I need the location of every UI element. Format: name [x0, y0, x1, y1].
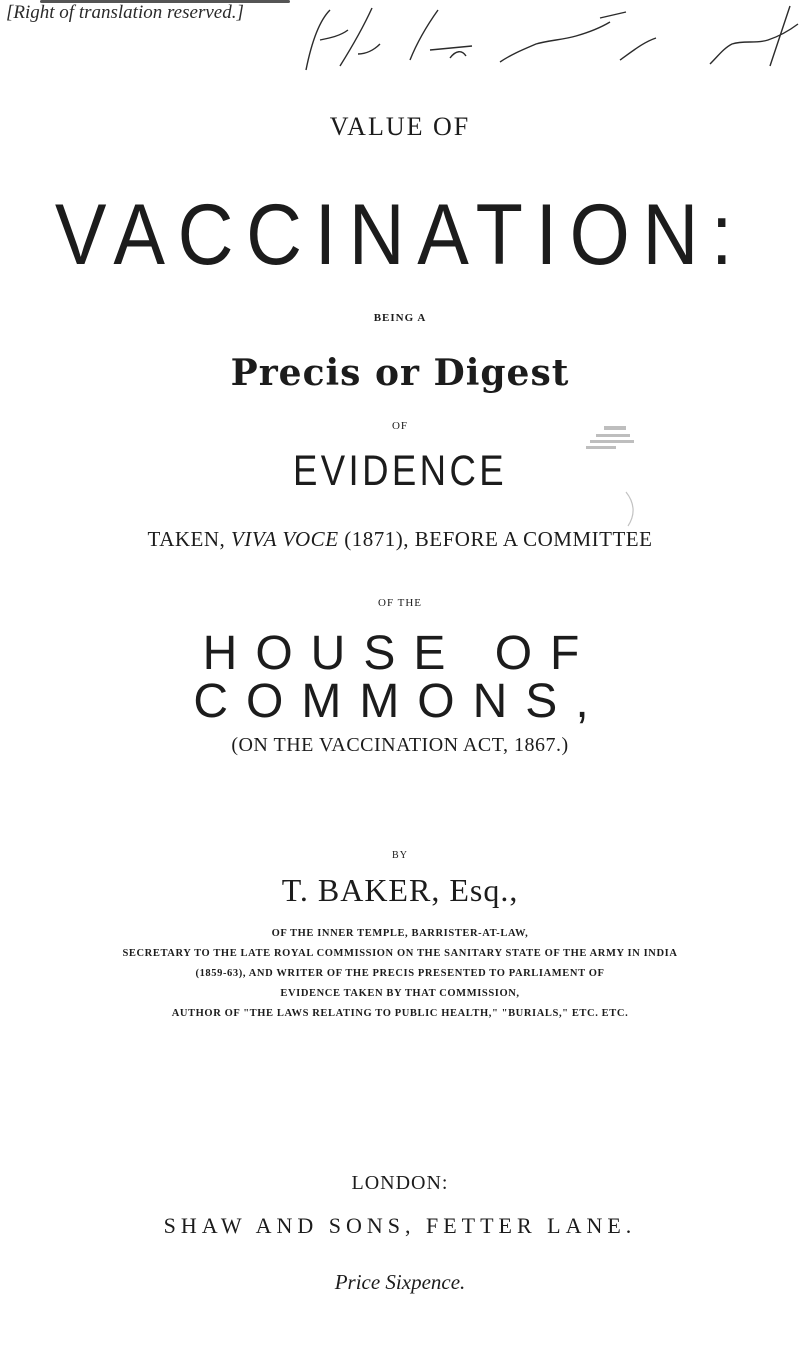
author-name: T. BAKER, Esq., — [281, 872, 519, 908]
credential-line: SECRETARY TO THE LATE ROYAL COMMISSION ON THE SANITARY STATE OF THE ARMY IN INDIA — [122, 948, 678, 959]
main-title: VACCINATION: — [54, 187, 746, 283]
house-of-commons: HOUSE OF COMMONS, — [193, 627, 607, 728]
precis-subtitle: Precis or Digest — [230, 352, 570, 394]
credential-line: (1859-63), AND WRITER OF THE PRECIS PRESENTED TO PARLIAMENT OF — [195, 968, 605, 979]
library-stamp-mark — [578, 422, 658, 532]
title-pre: VALUE OF — [329, 112, 471, 141]
being-a-label: BEING A — [373, 312, 427, 324]
handwritten-signature — [300, 0, 800, 80]
taken-line — [0, 527, 800, 552]
taken-post: (1871), BEFORE A COMMITTEE — [338, 527, 653, 551]
viva-voce: VIVA VOCE — [231, 527, 339, 551]
credential-line: EVIDENCE TAKEN BY THAT COMMISSION, — [280, 988, 520, 999]
by-label: BY — [392, 850, 408, 861]
price-line: Price Sixpence. — [334, 1270, 466, 1294]
publisher-line: SHAW AND SONS, FETTER LANE. — [163, 1213, 637, 1238]
credential-line: OF THE INNER TEMPLE, BARRISTER-AT-LAW, — [271, 928, 529, 939]
taken-pre: TAKEN, — [147, 527, 232, 551]
rights-note: [Right of translation reserved.] — [6, 2, 244, 23]
act-line: (ON THE VACCINATION ACT, 1867.) — [231, 734, 569, 756]
of-label: OF — [391, 420, 409, 432]
place-of-publication: LONDON: — [351, 1172, 449, 1194]
credential-line: AUTHOR OF "THE LAWS RELATING TO PUBLIC HEALTH," "BURIALS," ETC. ETC. — [171, 1008, 629, 1019]
evidence-heading: EVIDENCE — [292, 447, 508, 495]
of-the-label: OF THE — [378, 597, 422, 609]
